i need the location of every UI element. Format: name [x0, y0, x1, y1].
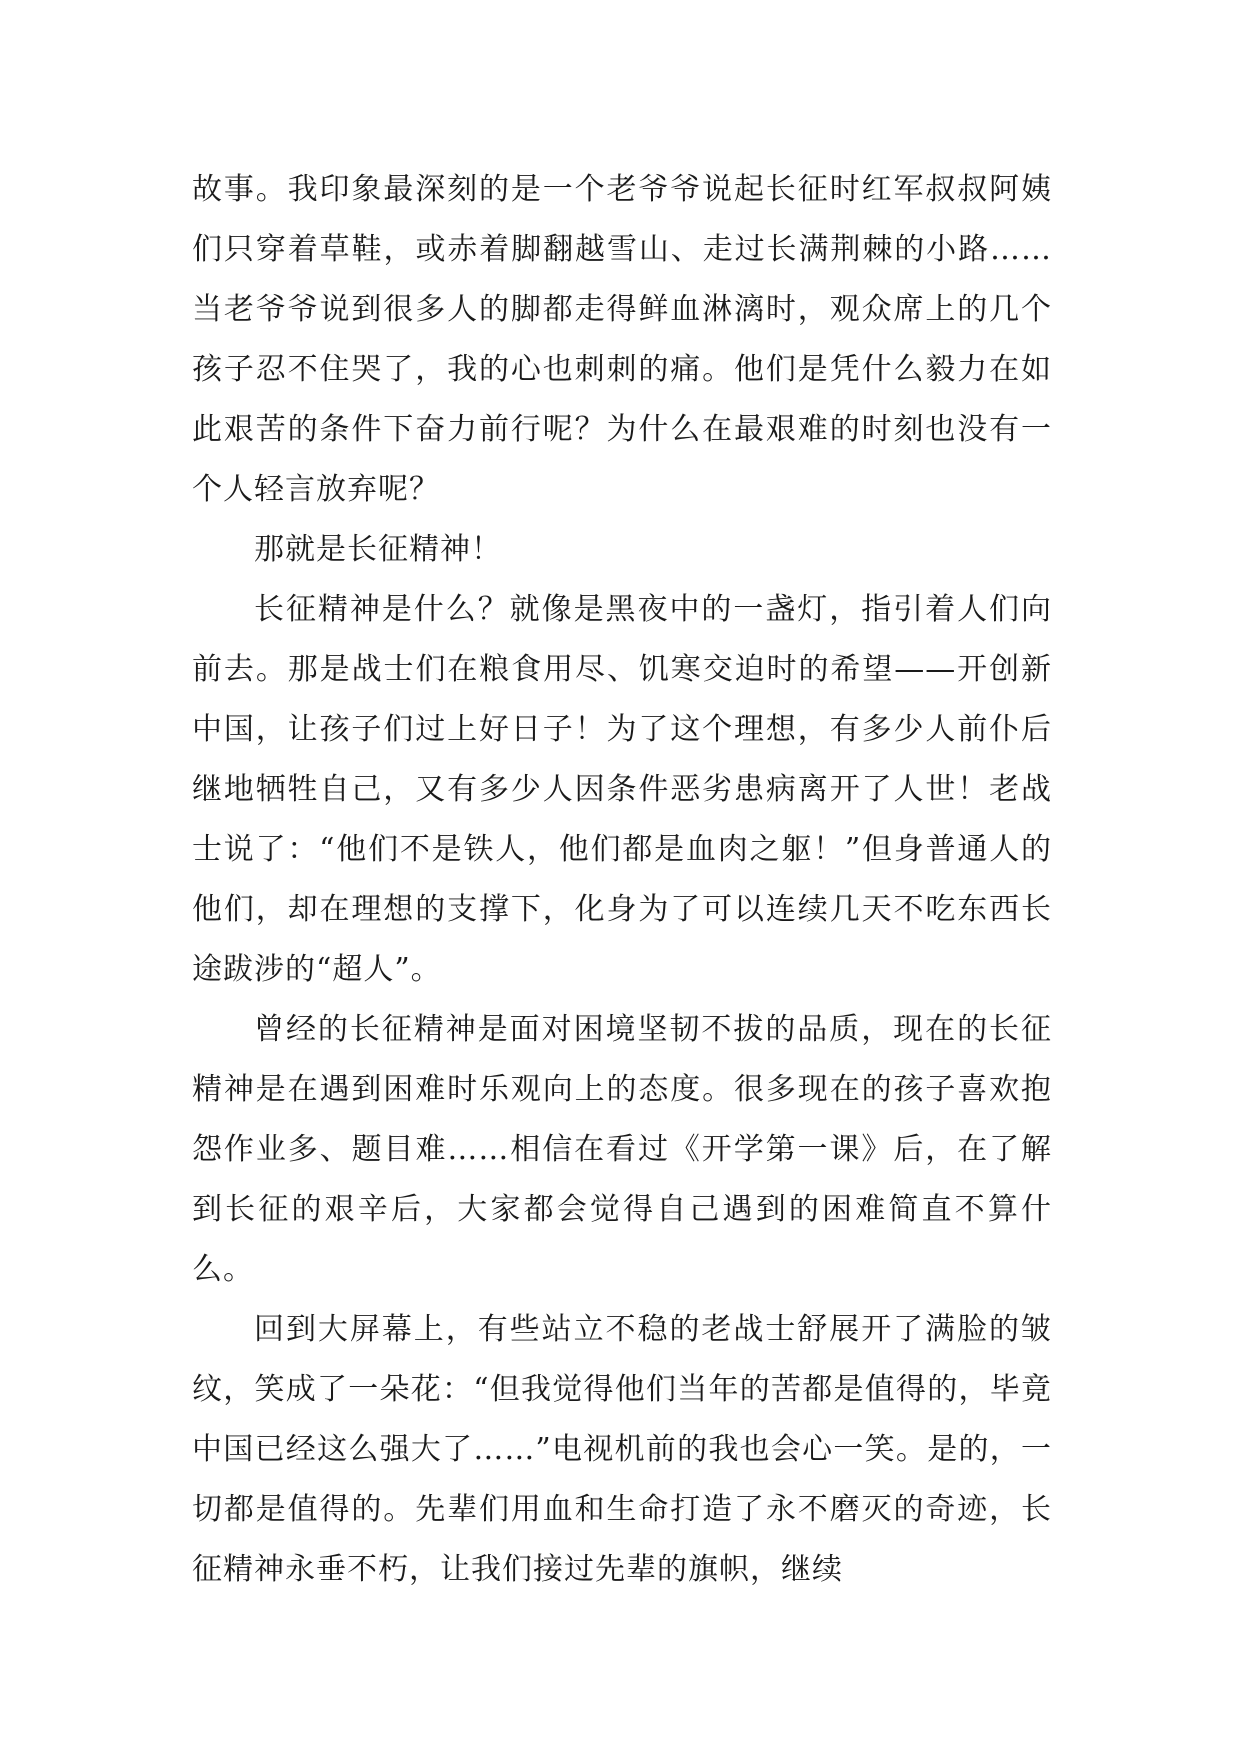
paragraph-4: 曾经的长征精神是面对困境坚韧不拔的品质，现在的长征精神是在遇到困难时乐观向上的态度。很多现在的孩子喜欢抱怨作业多、题目难……相信在看过《开学第一课》后，在了解到长征的艰辛后，大家都会觉得自己遇到的困难简直不算什么。 [192, 1012, 1052, 1287]
paragraph-3: 长征精神是什么？就像是黑夜中的一盏灯，指引着人们向前去。那是战士们在粮食用尽、饥寒交迫时的希望——开创新中国，让孩子们过上好日子！为了这个理想，有多少人前仆后继地牺牲自己，又有多少人因条件恶劣患病离开了人世！老战士说了：“他们不是铁人，他们都是血肉之躯！”但身普通人的他们，却在理想的支撑下，化身为了可以连续几天不吃东西长途跋涉的“超人”。 [192, 592, 1052, 987]
paragraph-1: 故事。我印象最深刻的是一个老爷爷说起长征时红军叔叔阿姨们只穿着草鞋，或赤着脚翻越雪山、走过长满荆棘的小路……当老爷爷说到很多人的脚都走得鲜血淋漓时，观众席上的几个孩子忍不住哭了，我的心也刺刺的痛。他们是凭什么毅力在如此艰苦的条件下奋力前行呢？为什么在最艰难的时刻也没有一个人轻言放弃呢？ [192, 172, 1052, 507]
paragraph-2: 那就是长征精神！ [254, 532, 502, 567]
body-text [192, 160, 1052, 1600]
paragraph-5: 回到大屏幕上，有些站立不稳的老战士舒展开了满脸的皱纹，笑成了一朵花：“但我觉得他们当年的苦都是值得的，毕竟中国已经这么强大了……”电视机前的我也会心一笑。是的，一切都是值得的。先辈们用血和生命打造了永不磨灭的奇迹，长征精神永垂不朽，让我们接过先辈的旗帜，继续 [192, 1312, 1052, 1587]
